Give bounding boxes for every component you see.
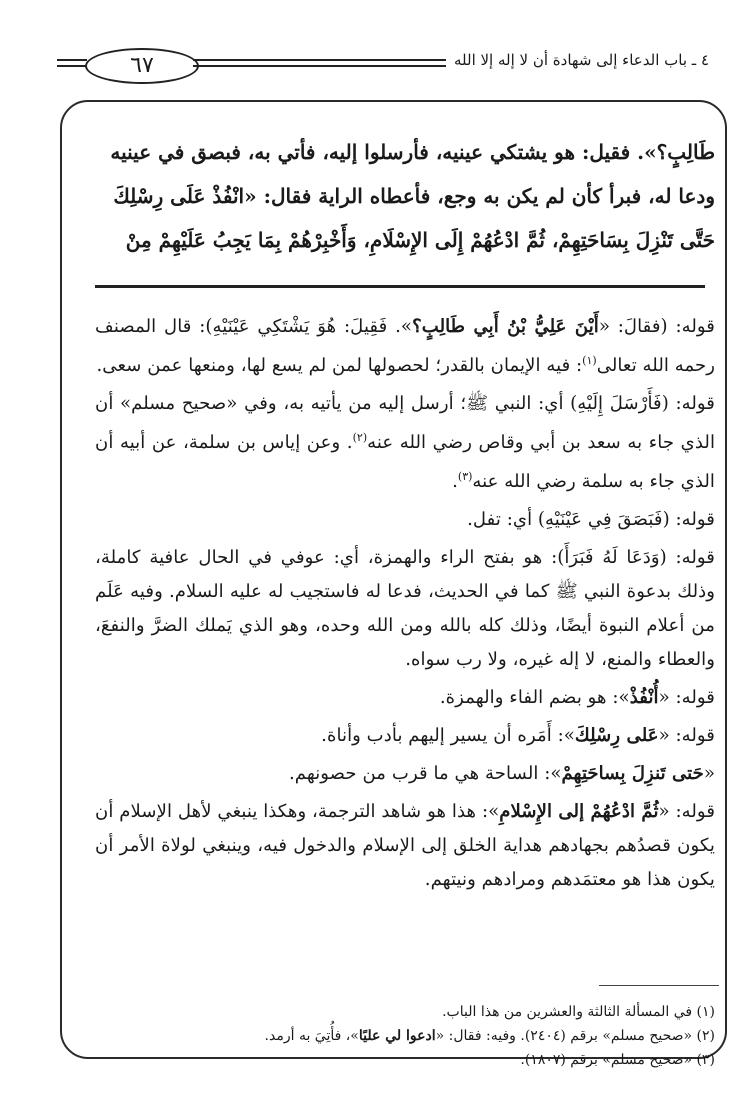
commentary-body xyxy=(95,310,715,897)
footnote-rule xyxy=(599,985,719,986)
footnote-ref: (١) xyxy=(582,354,597,367)
section-divider xyxy=(95,285,705,288)
commentary-paragraph: قوله: «أُنْفُذْ»: هو بضم الفاء والهمزة. xyxy=(439,687,715,709)
hadith-line: طَالِبٍ؟». فقيل: هو يشتكي عينيه، فأرسلوا إليه، فأتي به، فبصق في عينيه xyxy=(110,140,715,164)
commentary-paragraph: قوله: «عَلى رِسْلِكَ»: أَمَره أن يسير إليهم بأدب وأناة. xyxy=(321,725,715,747)
commentary-paragraph: قوله: (فَبَصَقَ فِي عَيْنَيْهِ) أي: تفل. xyxy=(467,509,715,531)
header-rule-left-second xyxy=(57,65,87,67)
commentary-paragraph: قوله: (فقالَ: «أَيْنَ عَلِيُّ بْنُ أَبِي طَالِبٍ؟». فَقِيلَ: هُوَ يَشْتَكِي عَيْنَيْهِ): قال المصنف رحمه الله تعالى$^{(١)}$: فيه الإيمان بالقدر؛ لحصولها لمن لم يسع لها، ومنعها عمن سعى. xyxy=(95,316,715,377)
page-header xyxy=(45,40,725,84)
footnote: (٣) «صحيح مسلم» برقم (١٨٠٧). xyxy=(520,1052,715,1068)
hadith-text xyxy=(95,130,715,262)
commentary-paragraph: «حَتى تَنزِلَ بِساحَتِهِمْ»: الساحة هي ما قرب من حصونهم. xyxy=(288,763,715,785)
footnote-ref: (٢) xyxy=(352,431,368,445)
commentary-paragraph: قوله: (وَدَعَا لَهُ فَبَرَأَ): هو بفتح الراء والهمزة، أي: عوفي في الحال عافية كاملة، وذلك بدعوة النبي ﷺ كما في الحديث، فدعا له فاستجيب له عليه السلام. وفيه عَلَم من أعلام النبوة أيضًا، وذلك كله بالله ومن الله وحده، وهو الذي يَملك الضرَّ والنفعَ، والعطاء والمنع، لا إله غيره، ولا رب سواه. xyxy=(95,547,715,671)
footnote-ref: (٣) xyxy=(457,470,473,484)
commentary-paragraph: قوله: (فَأَرْسَلَ إِلَيْهِ) أي: النبي ﷺ؛ أرسل إليه من يأتيه به، وفي «صحيح مسلم» أن الذي جاء به سعد بن أبي وقاص رضي الله عنه$^{(٢)}$. وعن إياس بن سلمة، عن أبيه أن الذي جاء به سلمة رضي الله عنه$^{(٣)}$. xyxy=(95,393,715,493)
hadith-line: ودعا له، فبرأ كأن لم يكن به وجع، فأعطاه الراية فقال: «انْفُذْ عَلَى رِسْلِكَ xyxy=(113,184,715,208)
commentary-paragraph: قوله: «ثُمَّ ادْعُهُمْ إلى الإِسْلامِ»: هذا هو شاهد الترجمة، وهكذا ينبغي لأهل الإسلام أن يكون قصدُهم بجهادهم هداية الخلق إلى الإسلام والدخول فيه، وينبغي لولاة الأمر أن يكون هذا هو معتمَدهم ومرادهم ونيتهم. xyxy=(95,801,716,891)
chapter-title: ٤ ـ باب الدعاء إلى شهادة أن لا إله إلا الله xyxy=(446,51,717,69)
footnote: (١) في المسألة الثالثة والعشرين من هذا الباب. xyxy=(442,1004,715,1020)
hadith-line: حَتَّى تَنْزِلَ بِسَاحَتِهِمْ، ثُمَّ ادْعُهُمْ إِلَى الإِسْلَامِ، وَأَخْبِرْهُمْ بِمَا يَجِبُ عَلَيْهِمْ مِنْ xyxy=(125,228,715,252)
footnote: (٢) «صحيح مسلم» برقم (٢٤٠٤). وفيه: فقال: «ادعوا لي عليًا»، فأُتِيَ به أرمد. xyxy=(264,1028,715,1044)
page-number: ٦٧ xyxy=(85,48,199,84)
footnotes xyxy=(95,1000,715,1072)
header-rule-left xyxy=(57,59,87,61)
